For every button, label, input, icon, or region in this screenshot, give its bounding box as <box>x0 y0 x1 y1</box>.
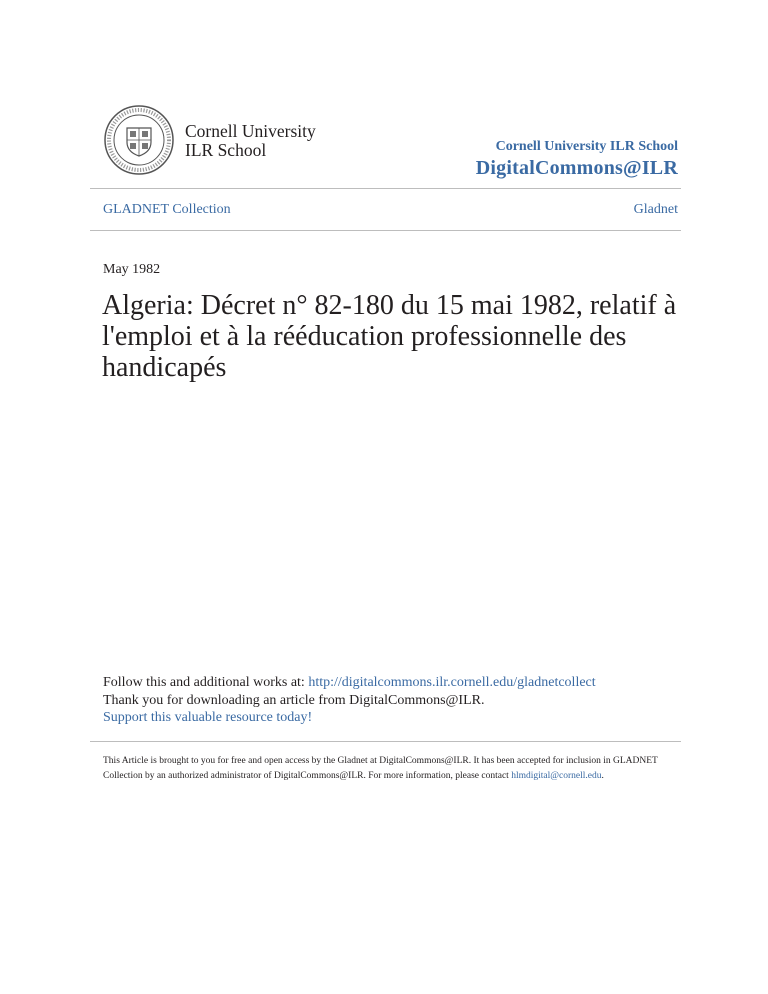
thanks-text: Thank you for downloading an article from DigitalCommons@ILR. <box>103 692 485 708</box>
license-statement <box>103 754 683 784</box>
digitalcommons-brand[interactable] <box>476 139 678 180</box>
logo-line-university: Cornell University <box>185 121 316 141</box>
contact-email-link[interactable]: hlmdigital@cornell.edu <box>511 771 602 781</box>
brand-school-name[interactable]: Cornell University ILR School <box>495 139 678 154</box>
nav-divider <box>90 230 681 231</box>
cornell-seal-icon <box>103 104 175 176</box>
publication-date: May 1982 <box>103 262 161 277</box>
support-link[interactable]: Support this valuable resource today! <box>103 710 313 725</box>
collection-link[interactable]: GLADNET Collection <box>103 202 231 217</box>
cornell-ilr-logo <box>103 104 333 176</box>
follow-line <box>103 674 683 692</box>
footer-info <box>103 674 683 727</box>
collection-url-link[interactable]: http://digitalcommons.ilr.cornell.edu/gladnetcollect <box>308 675 596 690</box>
logo-wordmark <box>185 122 316 160</box>
license-text: This Article is brought to you for free and open access by the Gladnet at DigitalCommons@ILR. It has been accepted for inclusion in GLADNET Collection by an authorized administrator of DigitalCommons@ILR. For more information, please contact <box>103 756 658 781</box>
license-divider <box>90 741 681 742</box>
follow-prefix: Follow this and additional works at: <box>103 675 309 690</box>
article-title: Algeria: Décret n° 82-180 du 15 mai 1982, relatif à l'emploi et à la rééducation professionnelle des handicapés <box>102 290 677 383</box>
series-link[interactable]: Gladnet <box>633 202 678 217</box>
license-suffix: . <box>601 771 604 781</box>
header-divider <box>90 188 681 189</box>
brand-repository-name[interactable]: DigitalCommons@ILR <box>475 157 678 179</box>
logo-line-school: ILR School <box>185 140 267 160</box>
